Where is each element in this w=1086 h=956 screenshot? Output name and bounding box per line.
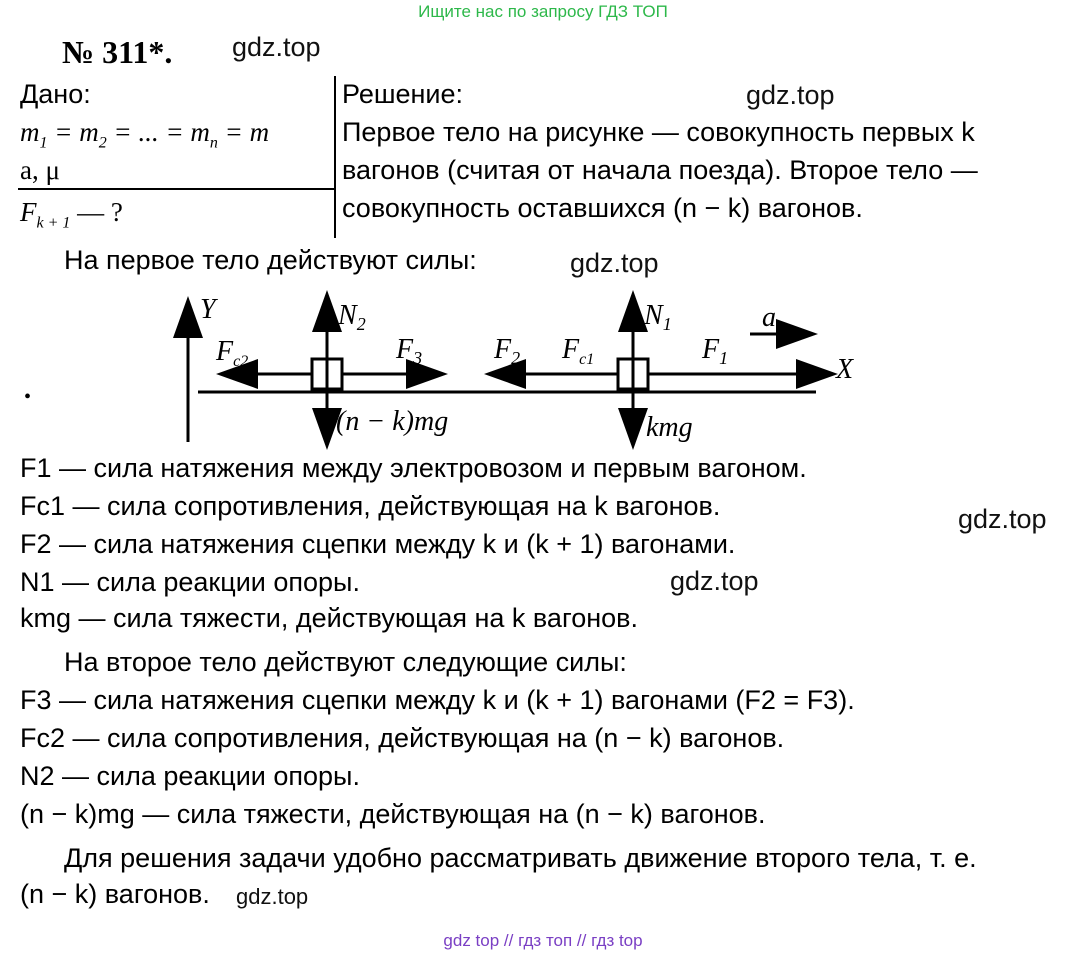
label-f2: $F_2$ <box>494 334 521 368</box>
def-fc2: Fc2 — сила сопротивления, действующая на (n − k) вагонов. <box>20 723 785 753</box>
footer-links[interactable]: gdz top // гдз топ // гдз top <box>443 931 643 950</box>
y-axis-label: Y <box>200 294 216 325</box>
def-f1: F1 — сила натяжения между электровозом и первым вагоном. <box>20 453 807 483</box>
conclusion-line-1: Для решения задачи удобно рассматривать движение второго тела, т. е. <box>64 843 977 873</box>
given-title: Дано: <box>20 79 91 109</box>
forces-intro-2: На второе тело действуют следующие силы: <box>64 647 627 677</box>
watermark: gdz.top <box>570 248 659 278</box>
watermark: gdz.top <box>232 32 321 62</box>
solution-title: Решение: <box>342 79 464 109</box>
watermark: gdz.top <box>958 504 1047 534</box>
label-fc2: $F_{c2}$ <box>216 336 249 370</box>
watermark: gdz.top <box>670 566 759 596</box>
def-fc1: Fc1 — сила сопротивления, действующая на k вагонов. <box>20 491 721 521</box>
label-f1: $F_1$ <box>702 334 729 368</box>
def-f3: F3 — сила натяжения сцепки между k и (k + 1) вагонами (F2 = F3). <box>20 685 855 715</box>
stray-dot: • <box>24 386 32 408</box>
def-kmg: kmg — сила тяжести, действующая на k вагонов. <box>20 603 638 633</box>
watermark: gdz.top <box>746 80 835 110</box>
given-divider <box>18 188 334 190</box>
given-separator <box>334 76 336 238</box>
def-f2: F2 — сила натяжения сцепки между k и (k + 1) вагонами. <box>20 529 736 559</box>
def-n1: N1 — сила реакции опоры. <box>20 567 360 597</box>
def-n2: N2 — сила реакции опоры. <box>20 761 360 791</box>
given-masses: $m_1 = m_2$ = ... = $m_n = m$ <box>20 117 270 152</box>
force-diagram <box>160 282 880 452</box>
label-gravity-2: (n − k)mg <box>336 406 449 437</box>
given-params: a, μ <box>20 155 60 185</box>
conclusion-line-2: (n − k) вагонов. <box>20 879 210 909</box>
label-gravity-1: kmg <box>646 412 693 443</box>
def-gravity-2: (n − k)mg — сила тяжести, действующая на (n − k) вагонов. <box>20 799 766 829</box>
problem-number: № 311*. <box>62 34 173 70</box>
solution-line-3: совокупность оставшихся (n − k) вагонов. <box>342 193 863 223</box>
x-axis-label: X <box>836 354 854 385</box>
label-accel: a <box>762 302 776 333</box>
watermark: gdz.top <box>236 884 309 909</box>
top-banner[interactable]: Ищите нас по запросу ГДЗ ТОП <box>418 2 668 21</box>
label-n1: $N_1$ <box>644 300 672 334</box>
label-fc1: $F_{c1}$ <box>562 334 595 368</box>
given-find: $F_{k + 1}$ — ? <box>20 197 123 232</box>
label-f3: $F_3$ <box>396 334 423 368</box>
solution-line-1: Первое тело на рисунке — совокупность первых k <box>342 117 975 147</box>
forces-intro-1: На первое тело действуют силы: <box>64 245 477 275</box>
solution-line-2: вагонов (считая от начала поезда). Второе тело — <box>342 155 978 185</box>
label-n2: $N_2$ <box>338 300 366 334</box>
